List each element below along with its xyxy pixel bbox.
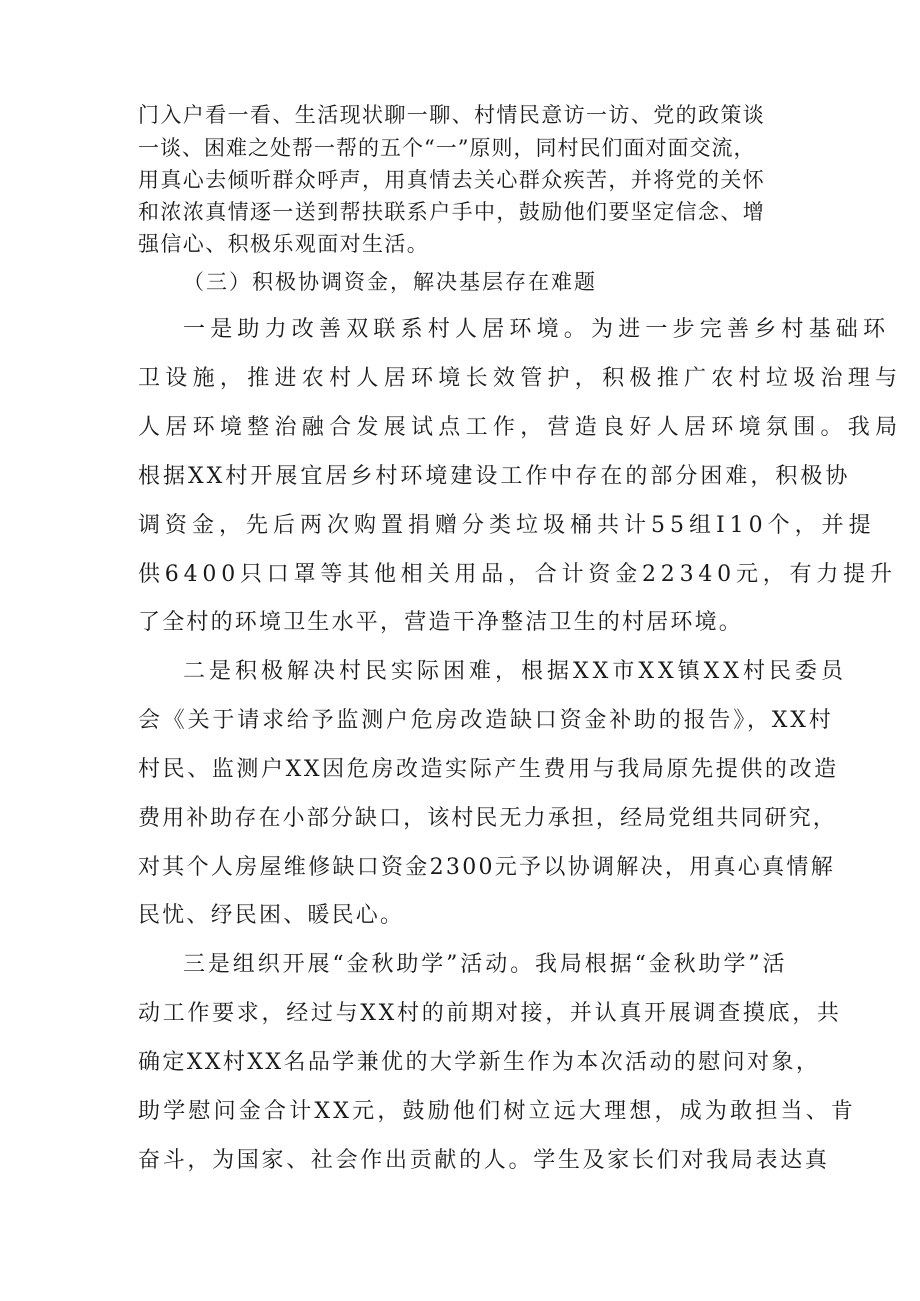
text-line: 对其个人房屋维修缺口资金2300元予以协调解决，用真心真情解 (138, 855, 835, 880)
text-line: 根据XX村开展宜居乡村环境建设工作中存在的部分困难，积极协 (138, 464, 851, 489)
text-line: 供6400只口罩等其他相关用品，合计资金22340元，有力提升 (138, 562, 897, 587)
text-line: 奋斗，为国家、社会作出贡献的人。学生及家长们对我局表达真 (138, 1148, 830, 1173)
section-heading: （三）积极协调资金，解决基层存在难题 (183, 270, 597, 294)
text-line: 费用补助存在小部分缺口，该村民无力承担，经局党组共同研究， (138, 806, 837, 831)
text-line: 一谈、困难之处帮一帮的五个“一”原则，同村民们面对面交流， (138, 136, 756, 160)
text-line: 村民、监测户XX因危房改造实际产生费用与我局原先提供的改造 (138, 757, 839, 782)
text-line: 动工作要求，经过与XX村的前期对接，并认真开展调查摸底，共 (138, 1001, 842, 1026)
text-line: 二是积极解决村民实际困难，根据XX市XX镇XX村民委员 (183, 659, 847, 684)
text-line: 强信心、积极乐观面对生活。 (138, 232, 430, 256)
text-line: 助学慰问金合计XX元，鼓励他们树立远大理想，成为敢担当、肯 (138, 1099, 857, 1124)
text-line: 门入户看一看、生活现状聊一聊、村情民意访一访、党的政策谈 (138, 103, 766, 127)
text-line: 人居环境整治融合发展试点工作，营造良好人居环境氛围。我局 (138, 415, 903, 440)
text-line: 确定XX村XX名品学兼优的大学新生作为本次活动的慰问对象， (138, 1050, 821, 1075)
text-line: 会《关于请求给予监测户危房改造缺口资金补助的报告》，XX村 (138, 708, 834, 733)
text-line: 民忧、纾民困、暖民心。 (138, 903, 405, 928)
text-line: 用真心去倾听群众呼声，用真情去关心群众疾苦，并将党的关怀 (138, 168, 766, 192)
text-line: 了全村的环境卫生水平，营造干净整洁卫生的村居环境。 (138, 610, 744, 635)
text-line: 调资金，先后两次购置捐赠分类垃圾桶共计55组I10个，并提 (138, 513, 876, 538)
text-line: 一是助力改善双联系村人居环境。为进一步完善乡村基础环 (183, 317, 891, 342)
text-line: 和浓浓真情逐一送到帮扶联系户手中，鼓励他们要坚定信念、增 (138, 200, 766, 224)
text-line: 卫设施，推进农村人居环境长效管护，积极推广农村垃圾治理与 (138, 366, 903, 391)
text-line: 三是组织开展“金秋助学”活动。我局根据“金秋助学”活 (183, 952, 788, 977)
